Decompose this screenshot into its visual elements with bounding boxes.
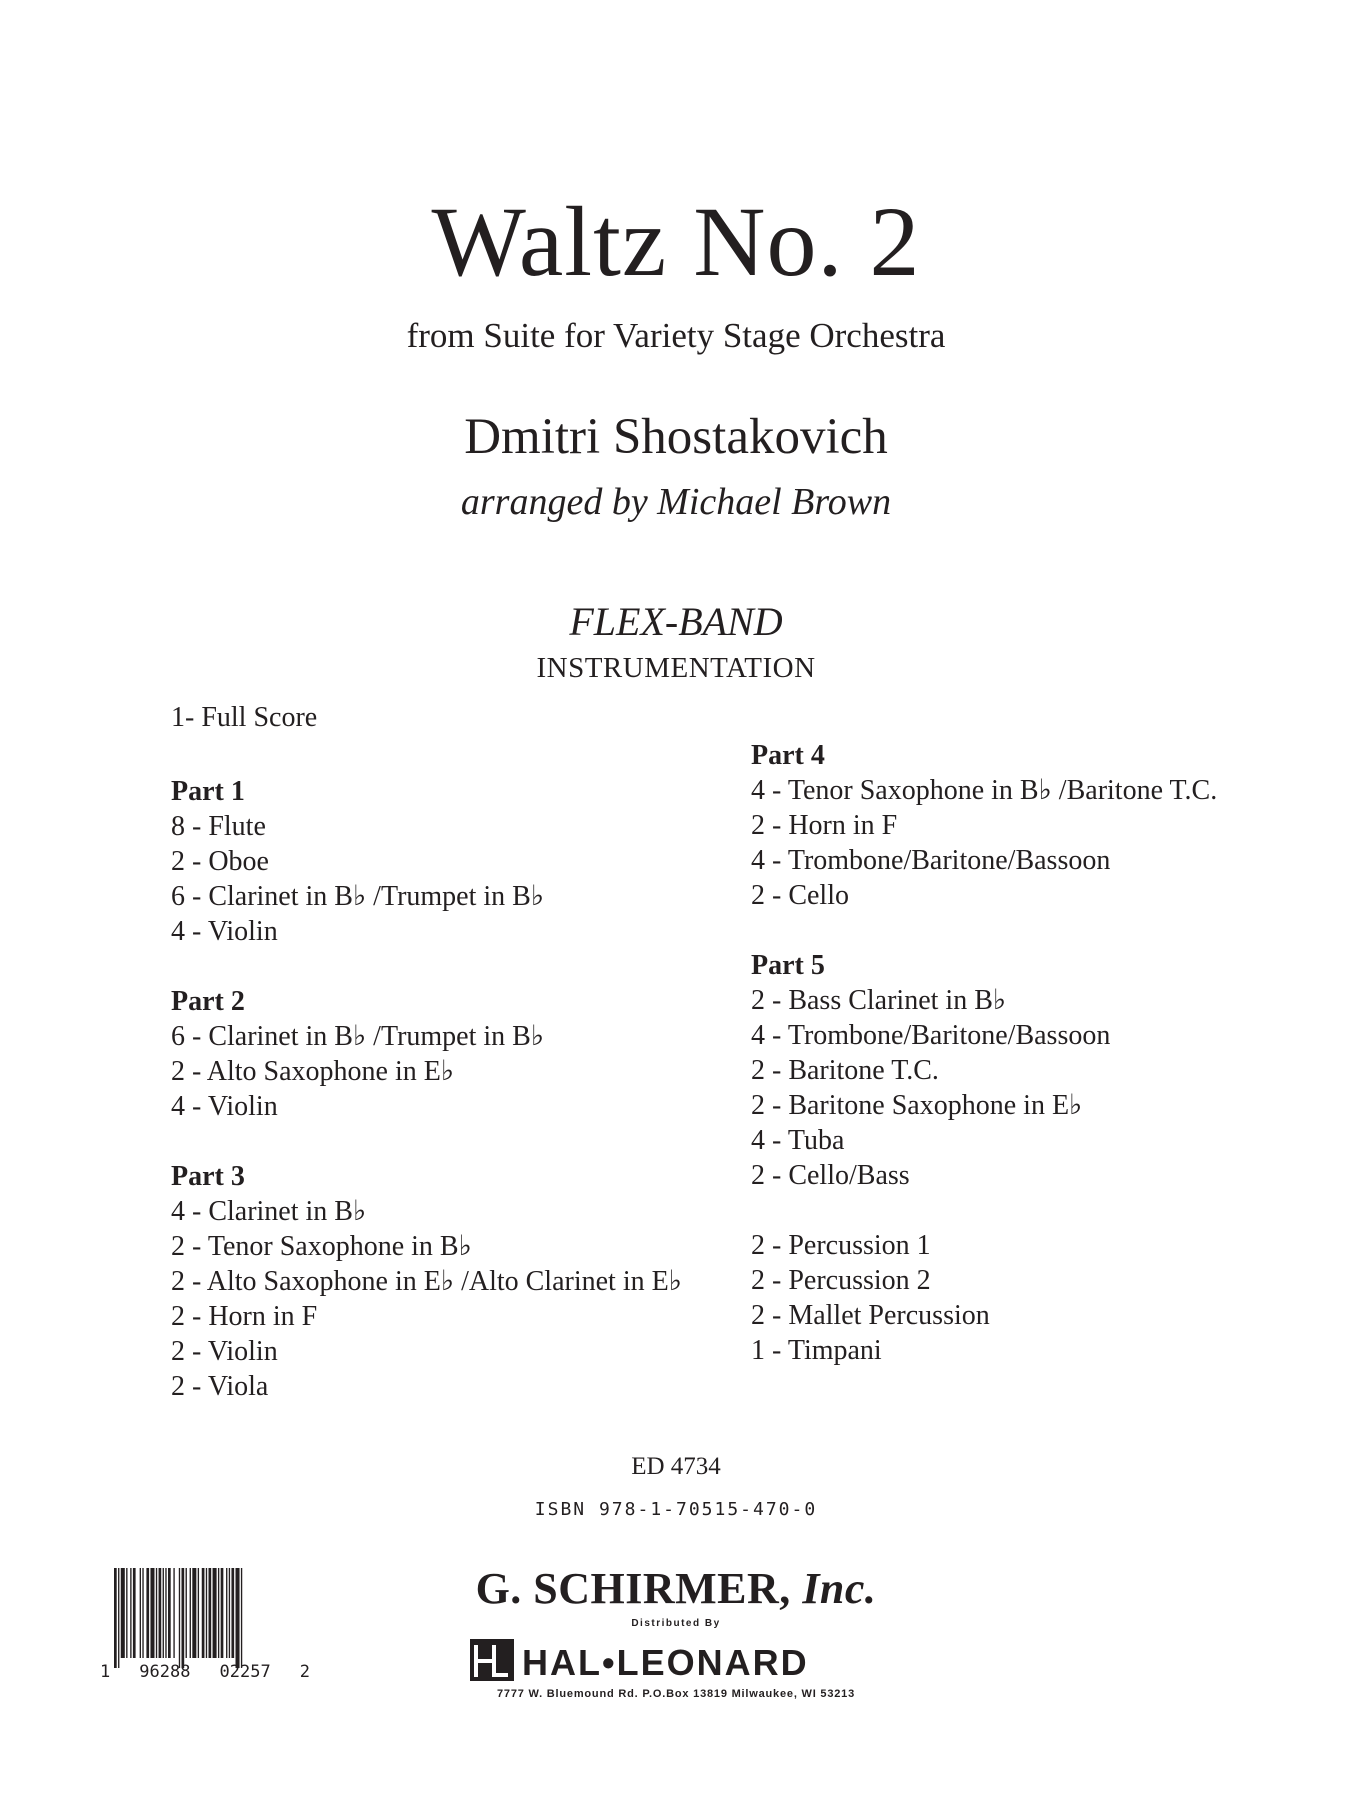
publisher-name xyxy=(0,1563,1352,1614)
part-heading: Part 5 xyxy=(751,950,825,981)
instrument-line: 4 - Clarinet in B♭ xyxy=(171,1196,367,1227)
instrument-line: 4 - Tuba xyxy=(751,1125,845,1156)
instrumentation-heading: INSTRUMENTATION xyxy=(536,652,816,684)
instrument-line: 2 - Viola xyxy=(171,1371,269,1402)
instrument-line: 8 - Flute xyxy=(171,811,266,842)
full-score-line: 1- Full Score xyxy=(171,702,318,733)
instrument-line: 2 - Baritone T.C. xyxy=(751,1055,939,1086)
arranger-credit: arranged by Michael Brown xyxy=(460,481,892,523)
part-5-group xyxy=(751,948,1217,1193)
instrument-line: 2 - Violin xyxy=(171,1336,278,1367)
instrumentation-left-column xyxy=(171,700,682,1439)
instrument-line: 1 - Timpani xyxy=(751,1335,882,1366)
part-heading: Part 2 xyxy=(171,986,245,1017)
instrument-line: 2 - Cello/Bass xyxy=(751,1160,910,1191)
part-heading: Part 1 xyxy=(171,776,245,807)
score-title: Waltz No. 2 xyxy=(431,186,921,297)
instrument-line: 4 - Trombone/Baritone/Bassoon xyxy=(751,1020,1111,1051)
part-3-group xyxy=(171,1159,682,1404)
part-heading: Part 3 xyxy=(171,1161,245,1192)
instrument-line: 6 - Clarinet in B♭ /Trumpet in B♭ xyxy=(171,1021,545,1052)
instrument-line: 2 - Cello xyxy=(751,880,849,911)
edition-number: ED 4734 xyxy=(631,1453,721,1480)
instrument-line: 2 - Oboe xyxy=(171,846,269,877)
instrument-line: 2 - Horn in F xyxy=(171,1301,318,1332)
instrument-line: 4 - Tenor Saxophone in B♭ /Baritone T.C. xyxy=(751,775,1218,806)
publisher-main: G. SCHIRMER, xyxy=(475,1564,791,1613)
publisher-suffix: Inc. xyxy=(802,1564,877,1613)
instrument-line: 2 - Baritone Saxophone in E♭ xyxy=(751,1090,1083,1121)
instrument-line: 2 - Alto Saxophone in E♭ /Alto Clarinet in E♭ xyxy=(171,1266,682,1297)
instrument-line: 2 - Alto Saxophone in E♭ xyxy=(171,1056,455,1087)
instrument-line: 2 - Bass Clarinet in B♭ xyxy=(751,985,1007,1016)
part-2-group xyxy=(171,984,682,1124)
instrument-line: 2 - Percussion 1 xyxy=(751,1230,931,1261)
instrument-line: 4 - Violin xyxy=(171,1091,278,1122)
instrument-line: 2 - Tenor Saxophone in B♭ xyxy=(171,1231,472,1262)
instrument-line: 6 - Clarinet in B♭ /Trumpet in B♭ xyxy=(171,881,545,912)
percussion-group xyxy=(751,1228,1217,1368)
score-subtitle: from Suite for Variety Stage Orchestra xyxy=(406,316,946,355)
part-1-group xyxy=(171,774,682,949)
instrument-line: 4 - Trombone/Baritone/Bassoon xyxy=(751,845,1111,876)
barcode-digit-lead: 1 xyxy=(100,1662,111,1682)
distributed-by-label: Distributed By xyxy=(631,1618,721,1629)
ensemble-label: FLEX-BAND xyxy=(569,599,783,644)
instrument-line: 2 - Horn in F xyxy=(751,810,898,841)
instrumentation-right-column xyxy=(751,738,1217,1368)
distributor-address: 7777 W. Bluemound Rd. P.O.Box 13819 Milwaukee, WI 53213 xyxy=(496,1688,856,1700)
instrument-line: 2 - Percussion 2 xyxy=(751,1265,931,1296)
hal-leonard-logo xyxy=(470,1637,870,1683)
isbn-number: ISBN 978-1-70515-470-0 xyxy=(534,1499,818,1520)
part-heading: Part 4 xyxy=(751,740,825,771)
part-4-group xyxy=(751,738,1217,913)
barcode-digit-check: 2 xyxy=(299,1662,310,1682)
instrument-line: 2 - Mallet Percussion xyxy=(751,1300,990,1331)
distributor-name: HAL•LEONARD xyxy=(522,1642,809,1683)
composer-name: Dmitri Shostakovich xyxy=(464,409,888,465)
barcode-digits xyxy=(100,1662,310,1682)
instrument-line: 4 - Violin xyxy=(171,916,278,947)
barcode-digits-left: 96288 xyxy=(139,1662,191,1682)
barcode-digits-right: 02257 xyxy=(219,1662,271,1682)
